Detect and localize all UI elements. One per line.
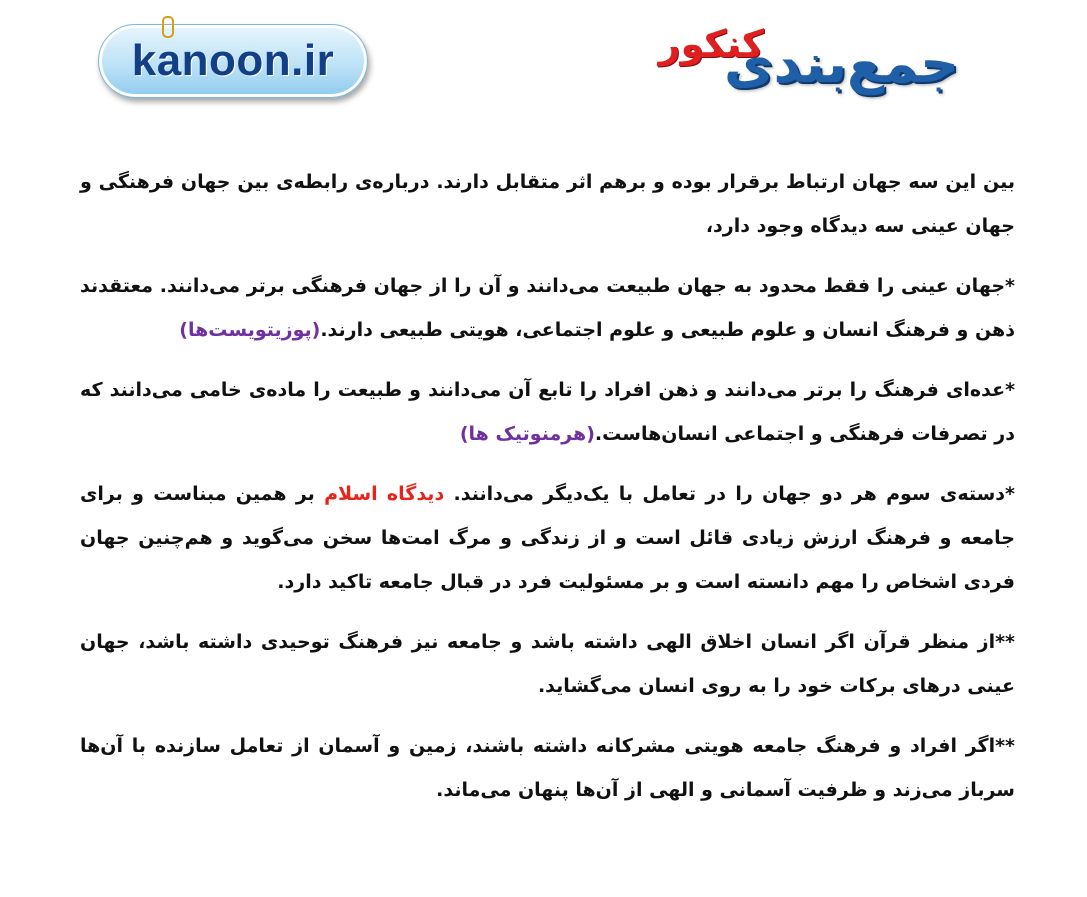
paragraph-positivist-text: *جهان عینی را فقط محدود به جهان طبیعت می‌دانند و آن را از جهان فرهنگی برتر می‌دانند. معتقدند ذهن و فرهنگ انسان و علوم طبیعی و علوم اجتماعی، هویتی طبیعی دارند.	[80, 275, 1015, 341]
paragraph-quran-text: **از منظر قرآن اگر انسان اخلاق الهی داشته باشد و جامعه نیز فرهنگ توحیدی داشته باشد، جهان عینی درهای برکات خود را به روی انسان می‌گشاید.	[80, 631, 1015, 697]
paragraph-positivist	[80, 264, 1015, 352]
jambandi-konkur-logo	[619, 22, 959, 112]
paragraph-hermeneutic-text: *عده‌ای فرهنگ را برتر می‌دانند و ذهن افراد را تابع آن می‌دانند و طبیعت را ماده‌ی خامی می‌دانند که در تصرفات فرهنگی و اجتماعی انسان‌هاست.	[80, 379, 1015, 445]
paragraph-intro	[80, 160, 1015, 248]
paragraph-polytheist	[80, 724, 1015, 812]
paragraph-polytheist-text: **اگر افراد و فرهنگ جامعه هویتی مشرکانه داشته باشند، زمین و آسمان از تعامل سازنده با آن‌ها سرباز می‌زند و ظرفیت آسمانی و الهی از آن‌ها پنهان می‌ماند.	[80, 735, 1015, 801]
paragraph-quran-view	[80, 620, 1015, 708]
paragraph-islam-view	[80, 472, 1015, 604]
logo-title-main: جمع‌بندی	[723, 32, 959, 95]
document-body	[80, 160, 1015, 828]
paragraph-intro-text: بین این سه جهان ارتباط برقرار بوده و برهم اثر متقابل دارند. درباره‌ی رابطه‌ی بین جهان فرهنگی و جهان عینی سه دیدگاه وجود دارد،	[80, 171, 1015, 237]
kanoon-logo[interactable]	[98, 24, 368, 98]
page-header	[0, 0, 1087, 130]
kanoon-logo-text: kanoon.ir	[131, 36, 335, 85]
paragraph-islam-text-a: *دسته‌ی سوم هر دو جهان را در تعامل با یک‌دیگر می‌دانند.	[444, 483, 1015, 505]
paragraph-hermeneutic	[80, 368, 1015, 456]
paperclip-icon	[162, 16, 174, 38]
hermeneutic-label: (هرمنوتیک ها)	[459, 423, 595, 445]
islam-view-label: دیدگاه اسلام	[324, 483, 445, 505]
positivist-label: (پوزیتویست‌ها)	[179, 319, 321, 341]
paragraph-islam-text-b: بر همین مبناست و برای جامعه و فرهنگ ارزش زیادی قائل است و از زندگی و مرگ امت‌ها سخن می‌گوید و هم‌چنین جهان فردی اشخاص را مهم دانسته است و بر مسئولیت فرد در قبال جامعه تاکید دارد.	[80, 483, 1015, 593]
logo-title-sub: کنکور	[658, 22, 764, 66]
